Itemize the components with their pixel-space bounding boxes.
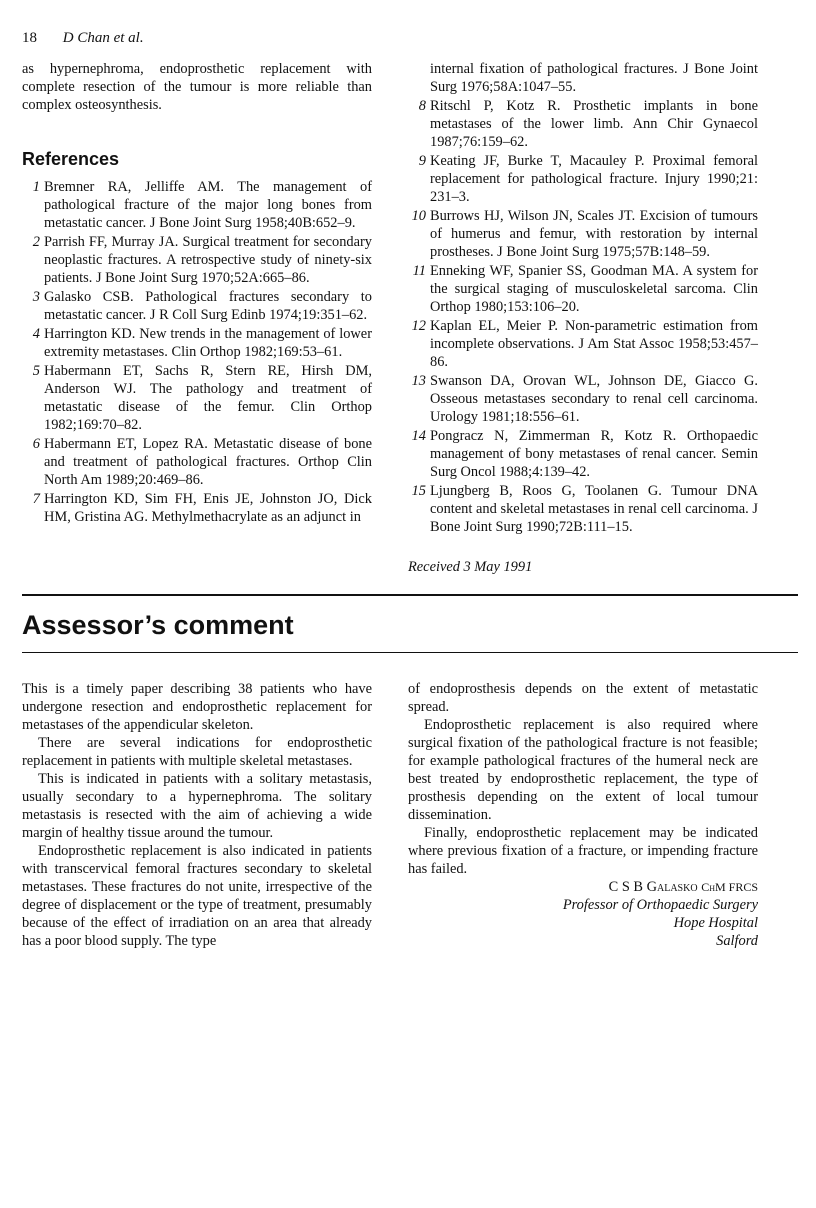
reference-item [22, 233, 372, 287]
assessor-paragraph: Finally, endoprosthetic replacement may be indicated where previous fixation of a fracture, or impending fracture has failed. [408, 825, 758, 877]
reference-number: 8 [418, 98, 426, 114]
reference-item [408, 372, 758, 426]
reference-text: Habermann ET, Lopez RA. Metastatic disease of bone and treatment of pathological fractures. Orthop Clin North Am 1989;20:469–86. [44, 436, 372, 488]
signature-name-line [408, 878, 758, 896]
reference-text: Habermann ET, Sachs R, Stern RE, Hirsh DM, Anderson WJ. The pathology and treatment of metastatic disease of the femur. Clin Orthop 1982;169:70–82. [44, 363, 372, 433]
running-authors: D Chan et al. [62, 30, 144, 46]
reference-text: Ljungberg B, Roos G, Toolanen G. Tumour DNA content and skeletal metastases in renal cell carcinoma. J Bone Joint Surg 1990;72B:111–15. [430, 483, 758, 535]
reference-number: 14 [411, 428, 426, 444]
reference-continuation: internal fixation of pathological fractures. J Bone Joint Surg 1976;58A:1047–55. [430, 61, 758, 95]
reference-number: 2 [32, 234, 40, 250]
reference-text: Galasko CSB. Pathological fractures secondary to metastatic cancer. J R Coll Surg Edinb 1974;19:351–62. [44, 289, 372, 323]
reference-text: Bremner RA, Jelliffe AM. The management of pathological fracture of the major long bones from metastatic cancer. J Bone Joint Surg 1958;40B:652–9. [44, 179, 372, 231]
reference-text: Burrows HJ, Wilson JN, Scales JT. Excision of tumours of humerus and femur, with restoration by internal prostheses. J Bone Joint Surg 1975;57B:148–59. [430, 208, 758, 260]
reference-text: Ritschl P, Kotz R. Prosthetic implants in bone metastases of the lower limb. Ann Chir Gynaecol 1987;76:159–62. [430, 98, 758, 150]
reference-item [22, 362, 372, 434]
assessor-paragraph: of endoprosthesis depends on the extent of metastatic spread. [408, 681, 758, 715]
reference-number: 6 [32, 436, 40, 452]
references-list-left [22, 178, 372, 526]
signature-city: Salford [716, 933, 758, 949]
reference-text: Keating JF, Burke T, Macauley P. Proximal femoral replacement for pathological fracture. Injury 1990;21: 231–3. [430, 153, 758, 205]
reference-number: 4 [32, 326, 40, 342]
signature-role: Professor of Orthopaedic Surgery [562, 897, 758, 913]
signature-institution: Hope Hospital [673, 915, 758, 931]
reference-item [22, 490, 372, 526]
right-column-top [408, 60, 758, 576]
received-date: Received 3 May 1991 [408, 559, 533, 575]
assessor-paragraph: This is indicated in patients with a solitary metastasis, usually secondary to a hypernephroma. The solitary metastasis is resected with the aim of achieving a wide margin of healthy tissue around the tumour. [22, 771, 372, 841]
reference-number: 13 [411, 373, 426, 389]
reference-number: 15 [411, 483, 426, 499]
reference-text: Harrington KD. New trends in the management of lower extremity metastases. Clin Orthop 1982;169:53–61. [44, 326, 372, 360]
assessor-paragraph: This is a timely paper describing 38 patients who have undergone resection and endoprosthetic replacement for metastases of the appendicular skeleton. [22, 681, 372, 733]
reference-item [408, 262, 758, 316]
reference-number: 9 [418, 153, 426, 169]
intro-continuation: as hypernephroma, endoprosthetic replacement with complete resection of the tumour is more reliable than complex osteosynthesis. [22, 61, 372, 113]
reference-number: 5 [32, 363, 40, 379]
reference-number: 12 [411, 318, 426, 334]
reference-number: 11 [412, 263, 426, 279]
reference-item [22, 178, 372, 232]
reference-text: Swanson DA, Orovan WL, Johnson DE, Giacco G. Osseous metastases secondary to renal cell carcinoma. Urology 1981;18:556–61. [430, 373, 758, 425]
signature-block [408, 878, 758, 950]
reference-number: 1 [32, 179, 40, 195]
reference-number: 7 [32, 491, 40, 507]
reference-text: Parrish FF, Murray JA. Surgical treatment for secondary neoplastic fractures. A retrospective study of ninety-six patients. J Bone Joint Surg 1970;52A:665–86. [44, 234, 372, 286]
assessor-paragraph: There are several indications for endoprosthetic replacement in patients with multiple skeletal metastases. [22, 735, 372, 769]
assessor-right-column [408, 680, 758, 950]
signature-credentials: ChM FRCS [701, 880, 758, 894]
reference-item [22, 288, 372, 324]
references-list-right [408, 97, 758, 536]
reference-number: 10 [411, 208, 426, 224]
reference-item [408, 207, 758, 261]
section-divider-bottom [22, 652, 798, 653]
reference-item [22, 325, 372, 361]
assessor-left-column [22, 680, 372, 950]
reference-text: Pongracz N, Zimmerman R, Kotz R. Orthopaedic management of bony metastases of renal cancer. Semin Surg Oncol 1988;4:139–42. [430, 428, 758, 480]
reference-item [408, 97, 758, 151]
assessor-paragraph: Endoprosthetic replacement is also required where surgical fixation of the pathological fracture is not feasible; for example pathological fractures of the humeral neck are best treated by endoprosthetic replacement, the type of prosthesis depending on the extent of local tumour dissemination. [408, 717, 758, 823]
references-heading: References [22, 149, 120, 169]
reference-item [408, 152, 758, 206]
reference-text: Harrington KD, Sim FH, Enis JE, Johnston JO, Dick HM, Gristina AG. Methylmethacrylate as an adjunct in [44, 491, 372, 525]
reference-item [408, 317, 758, 371]
left-column-top [22, 60, 372, 527]
section-divider-top [22, 594, 798, 596]
reference-item [408, 482, 758, 536]
reference-item [408, 427, 758, 481]
page-header [22, 30, 144, 47]
reference-number: 3 [32, 289, 40, 305]
assessor-paragraph: Endoprosthetic replacement is also indicated in patients with transcervical femoral fractures secondary to skeletal metastases. These fractures do not unite, irrespective of the degree of displacement or the type of treatment, presumably because of the effect of irradiation on an area that already has a poor blood supply. The type [22, 843, 372, 949]
page-number: 18 [22, 30, 37, 46]
reference-item [22, 435, 372, 489]
reference-text: Enneking WF, Spanier SS, Goodman MA. A system for the surgical staging of musculoskeletal sarcoma. Clin Orthop 1980;153:106–20. [430, 263, 758, 315]
signature-name: C S B Galasko [608, 879, 698, 895]
assessor-heading: Assessor’s comment [22, 610, 294, 640]
reference-text: Kaplan EL, Meier P. Non-parametric estimation from incomplete observations. J Am Stat Assoc 1958;53:457–86. [430, 318, 758, 370]
